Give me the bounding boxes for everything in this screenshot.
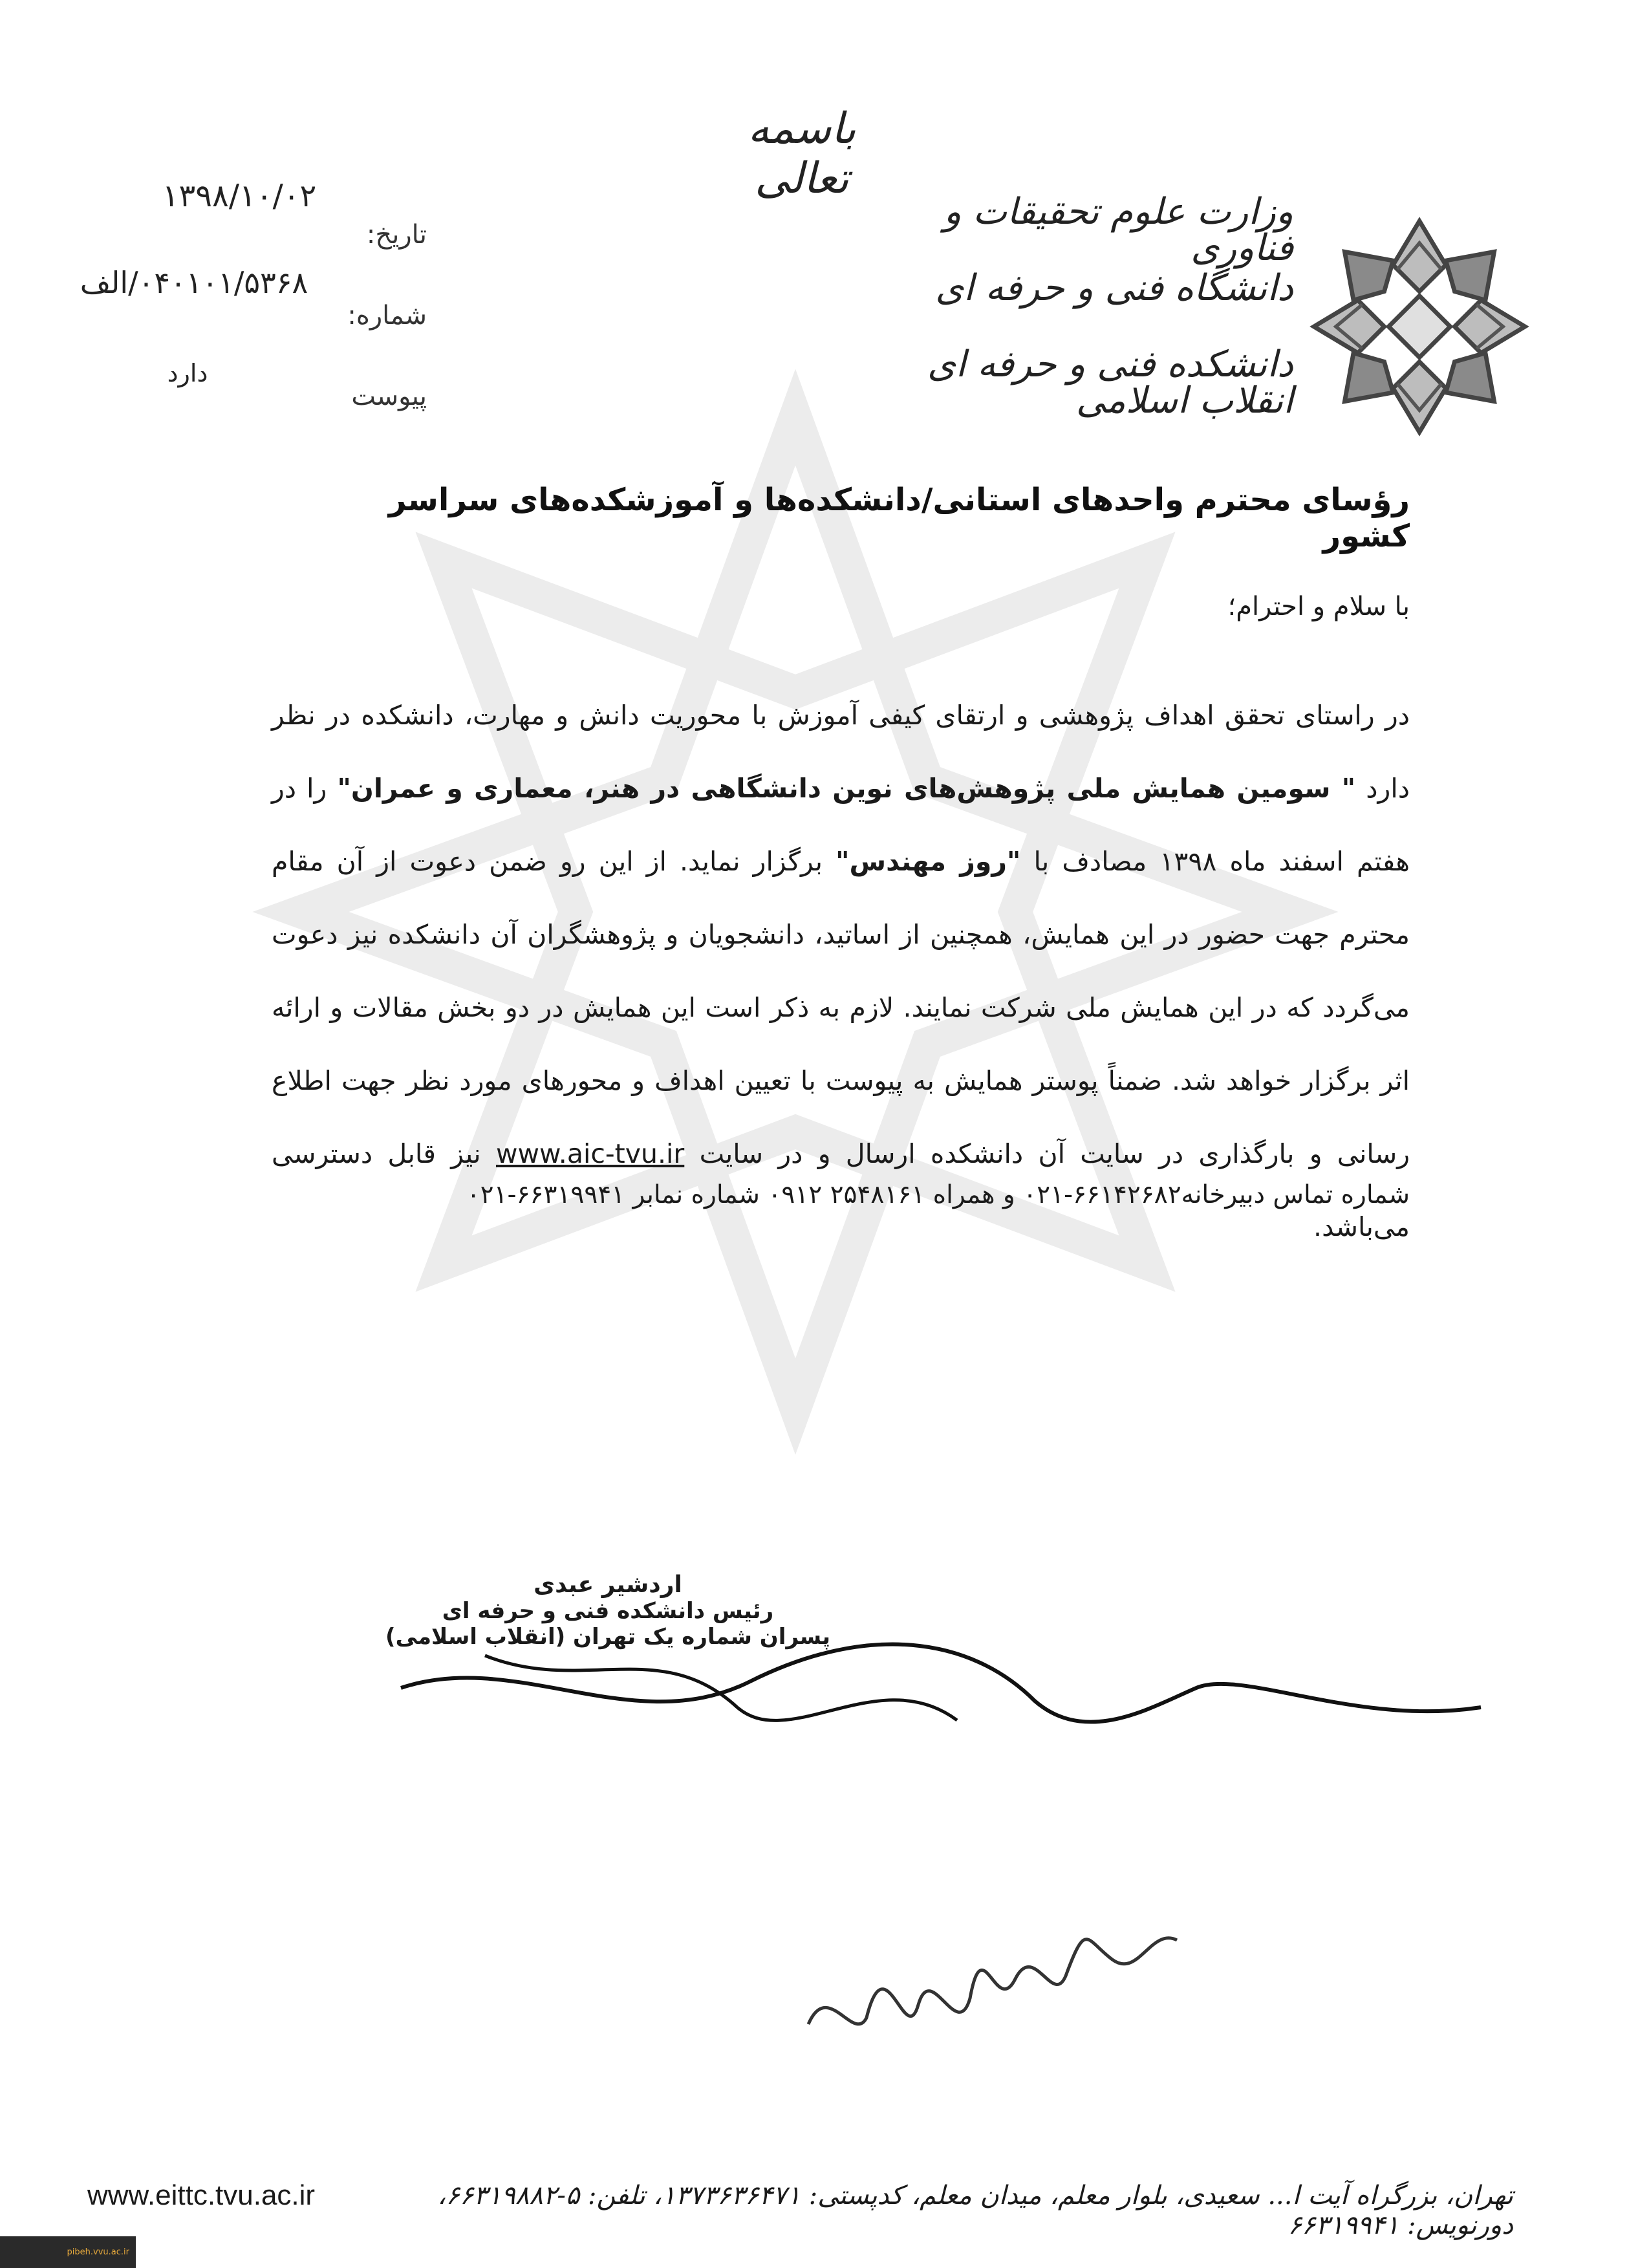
attachment-value: دارد (167, 359, 208, 387)
number-label: شماره: (347, 301, 427, 330)
body-text-4: نیز قابل دسترسی می‌باشد. (272, 1138, 1410, 1242)
engineer-day: "روز مهندس" (835, 846, 1021, 877)
corner-watermark-badge: pibeh.vvu.ac.ir (0, 2236, 136, 2268)
body-text-3: برگزار نماید. از این رو ضمن دعوت از آن مقام محترم جهت حضور در این همایش، همچنین از اساتید، دانشجویان و پژوهشگران آن دانشکده نیز دعوت می‌گردد که در این همایش ملی شرکت نمایند. لازم به ذکر است این همایش در دو بخش مقالات و ارائه اثر برگزار خواهد شد. ضمناً پوستر همایش به پیوست با تعیین اهداف و محورهای مورد نظر جهت اطلاع رسانی و بارگذاری در سایت آن دانشکده ارسال و در سایت (272, 846, 1410, 1169)
signer-title: رئیس دانشکده فنی و حرفه ای (442, 1598, 774, 1624)
date-value: ۱۳۹۸/۱۰/۰۲ (162, 178, 317, 214)
event-name: " سومین همایش ملی پژوهش‌های نوین دانشگاهی در هنر، معماری و عمران" (337, 773, 1356, 804)
signer-organization: پسران شماره یک تهران (انقلاب اسلامی) (385, 1624, 830, 1650)
attachment-label: پیوست (351, 382, 427, 411)
body-text-1: در راستای تحقق اهداف پژوهشی و ارتقای کیفی آموزش با محوریت دانش و مهارت، دانشکده در نظر دارد (272, 700, 1410, 804)
signer-name: اردشیر عبدی (534, 1571, 682, 1598)
handwritten-note (789, 1901, 1203, 2057)
greeting-line: با سلام و احترام؛ (1227, 592, 1410, 621)
footer-address: تهران، بزرگراه آیت ا... سعیدی، بلوار معلم، میدان معلم، کدپستی: ۱۳۷۳۶۳۶۴۷۱، تلفن: ۵-۶۶۳۱۹۸۸۲، دورنویس: ۶۶۳۱۹۹۴۱ (437, 2181, 1513, 2240)
handwritten-signature (388, 1610, 1487, 1778)
tvu-emblem-icon (1310, 217, 1529, 437)
university-name: دانشگاه فنی و حرفه ای (935, 267, 1293, 309)
conference-website-link[interactable]: www.aic-tvu.ir (495, 1138, 685, 1169)
ministry-name: وزارت علوم تحقیقات و فناوری (943, 191, 1293, 269)
college-name: دانشکده فنی و حرفه ای انقلاب اسلامی (927, 343, 1293, 422)
addressee-line: رؤسای محترم واحدهای استانی/دانشکده‌ها و آموزشکده‌های سراسر کشور (388, 482, 1410, 554)
body-text-2: را در هفتم اسفند ماه ۱۳۹۸ مصادف با (272, 773, 1410, 877)
body-paragraph (272, 679, 1410, 1264)
number-value: ۰۴۰۱۰۱/۵۳۶۸/الف (80, 265, 308, 300)
contact-numbers: شماره تماس دبیرخانه۶۶۱۴۲۶۸۲-۰۲۱ و همراه ۲۵۴۸۱۶۱ ۰۹۱۲ شماره نمابر ۶۶۳۱۹۹۴۱-۰۲۱ (466, 1180, 1410, 1209)
footer-website[interactable]: www.eittc.tvu.ac.ir (87, 2179, 316, 2211)
date-label: تاریخ: (366, 220, 427, 250)
invocation-heading: باسمه تعالی (748, 103, 856, 203)
institution-heading (879, 191, 1293, 423)
